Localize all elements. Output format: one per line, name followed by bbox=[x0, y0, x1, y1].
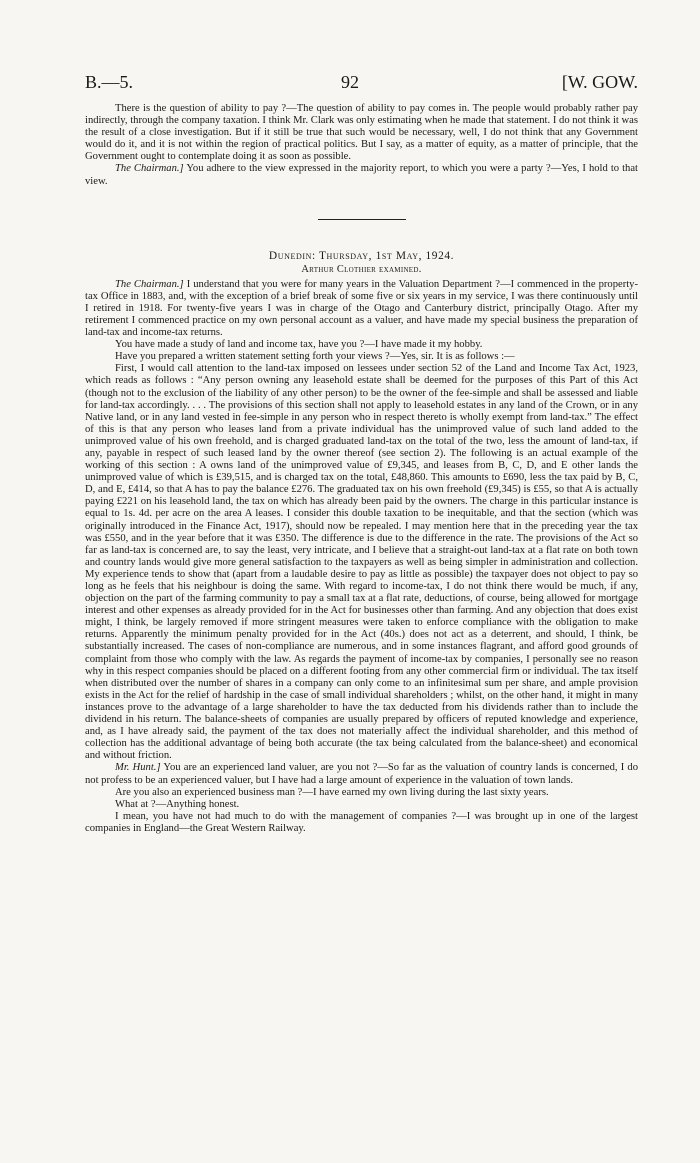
paragraph bbox=[85, 103, 638, 163]
paragraph-text: First, I would call attention to the land-tax imposed on lessees under section 52 of the Land and Income Tax Act, 1923, which reads as follows : “Any person owning any leasehold estate shall be deemed for the purposes of this Part of this Act (though not to the exclusion of the liability of any other person) to be the owner of the fee-simple and shall be assessed and liable for land-tax accordingly. . . . The provisions of this section shall not apply to leasehold estates in any land of the Crown, or in any Native land, or in any land vested in fee-simple in any person who in respect thereto is wholly exempt from land-tax.” The effect of this is that any person who leases land from a private individual has the unimproved value of such land added to the unimproved value of his own freehold, and is charged graduated land-tax on the total of the two, less the amount of land-tax, if any, payable in respect of such leased land by the owner thereof (see section 2). The following is an actual example of the working of this section : A owns land of the unimproved value of £9,345, and leases from B, C, D, and E other lands the unimproved value of which is £39,515, and is charged tax on the total, £48,860. This amounts to £690, less the tax paid by B, C, D, and E, £414, so that A has to pay the balance £276. The graduated tax on his own freehold (£9,345) is £55, so that A is actually paying £221 on his leasehold land, the tax on which has already been paid by the owners. The charge in this particular instance is equal to 1s. 4d. per acre on the area A leases. I consider this double taxation to be inequitable, and that the section (which was originally introduced in the Finance Act, 1917), should now be repealed. I may mention here that in the preceding year the tax was £550, and in the year before that it was £350. The difference is due to the difference in the rate. The provisions of the Act so far as land-tax is concerned are, to say the least, very intricate, and I believe that a straight-out land-tax at a flat rate on both town and country lands would give more general satisfaction to the taxpayers as well as being simpler in administration and collection. My experience tends to show that (apart from a laudable desire to pay as little as possible) the taxpayer does not object to pay so long as he feels that his neighbour is doing the same. With regard to income-tax, I do not think there would be much, if any, objection on the part of the farming community to pay a small tax at a flat rate, deductions, of course, being allowed for mortgage interest and other expenses as already provided for in the Act for businesses other than farming. And any objection that does exist might, I think, be largely removed if more stringent measures were taken to enforce compliance with the obligation to make returns. Apparently the minimum penalty provided for in the Act (40s.) does not act as a deterrent, and should, I think, be substantially increased. The cases of non-compliance are numerous, and in some instances flagrant, and afford good grounds of complaint from those who comply with the law. As regards the payment of income-tax by companies, I personally see no reason why in this respect companies should be placed on a different footing from any other commercial firm or individual. The tax itself when distributed over the number of shares in a company can only come to an infinitesimal sum per share, and ample provision exists in the Act for the relief of hardship in the case of small individual shareholders ; whilst, on the other hand, it might in many instances prove to the advantage of a large shareholder to have the tax deducted from his dividends rather than to include the dividend in his return. The balance-sheets of companies are usually prepared by officers of reputed knowledge and experience, and, as I have already said, the payment of the tax does not materially affect the individual shareholder, and this method of collection has the additional advantage of being both accurate (the tax being calculated from the balance-sheet) and economical and without friction. bbox=[85, 363, 638, 762]
session-heading bbox=[85, 249, 638, 263]
paragraph-text: What at ?—Anything honest. bbox=[115, 798, 240, 810]
paragraph bbox=[85, 363, 638, 762]
paragraph-text: Are you also an experienced business man ?—I have earned my own living during the last sixty years. bbox=[115, 786, 549, 798]
report-reference: B.—5. bbox=[85, 72, 134, 92]
paragraph bbox=[85, 163, 638, 187]
paragraph bbox=[85, 762, 638, 786]
speaker-label: The Chairman.] bbox=[115, 278, 184, 290]
paragraph bbox=[85, 811, 638, 835]
paragraph bbox=[85, 799, 638, 811]
paragraph bbox=[85, 279, 638, 339]
page-number: 92 bbox=[341, 72, 359, 92]
witness-running-head: [W. GOW. bbox=[561, 72, 638, 92]
paragraph bbox=[85, 339, 638, 351]
paragraph-text: You adhere to the view expressed in the majority report, to which you were a party ?—Yes, I hold to that view. bbox=[85, 163, 638, 187]
page-header bbox=[0, 72, 700, 96]
first-testimony-block bbox=[85, 103, 638, 188]
second-testimony-block bbox=[85, 279, 638, 835]
paragraph bbox=[85, 351, 638, 363]
paragraph-text: There is the question of ability to pay ?—The question of ability to pay comes in. The people would probably rather pay indirectly, through the company taxation. I think Mr. Clark was only estimating when he made that statement. I do not think it was the result of a close investigation. But if it still be true that such would be necessary, well, I do not think that any Government would do it, and it is not within the region of practical politics. But I say, as a matter of equity, as a matter of principle, that the Government ought to contemplate doing it as soon as possible. bbox=[85, 103, 638, 163]
session-date: : Thursday, 1st May, 1924. bbox=[311, 249, 455, 262]
speaker-label: Mr. Hunt.] bbox=[115, 762, 161, 774]
paragraph-text: I understand that you were for many years in the Valuation Department ?—I commenced in the property-tax Office in 1883, and, with the exception of a brief break of some five or six years in my service, I was there continuously until I retired in 1918. For twenty-five years I was in charge of the Otago and Canterbury district, principally Otago. After my retirement I commenced practice on my own personal account as a valuer, and have made my special business the preparation of land-tax and income-tax returns. bbox=[85, 278, 638, 339]
section-divider bbox=[318, 219, 406, 220]
paragraph-text: Have you prepared a written statement setting forth your views ?—Yes, sir. It is as follows :— bbox=[115, 351, 515, 363]
witness-heading: Arthur Clothier examined. bbox=[301, 263, 422, 275]
paragraph-text: You are an experienced land valuer, are you not ?—So far as the valuation of country lands is concerned, I do not profess to be an experienced valuer, but I have had a large amount of experience in the valuation of town lands. bbox=[85, 762, 639, 786]
page-body bbox=[85, 103, 638, 835]
paragraph bbox=[85, 787, 638, 799]
paragraph-text: You have made a study of land and income tax, have you ?—I have made it my hobby. bbox=[115, 339, 483, 351]
session-location: Dunedin bbox=[268, 249, 312, 262]
speaker-label: The Chairman.] bbox=[115, 163, 184, 175]
paragraph-text: I mean, you have not had much to do with the management of companies ?—I was brought up in one of the largest companies in England—the Great Western Railway. bbox=[85, 810, 638, 834]
